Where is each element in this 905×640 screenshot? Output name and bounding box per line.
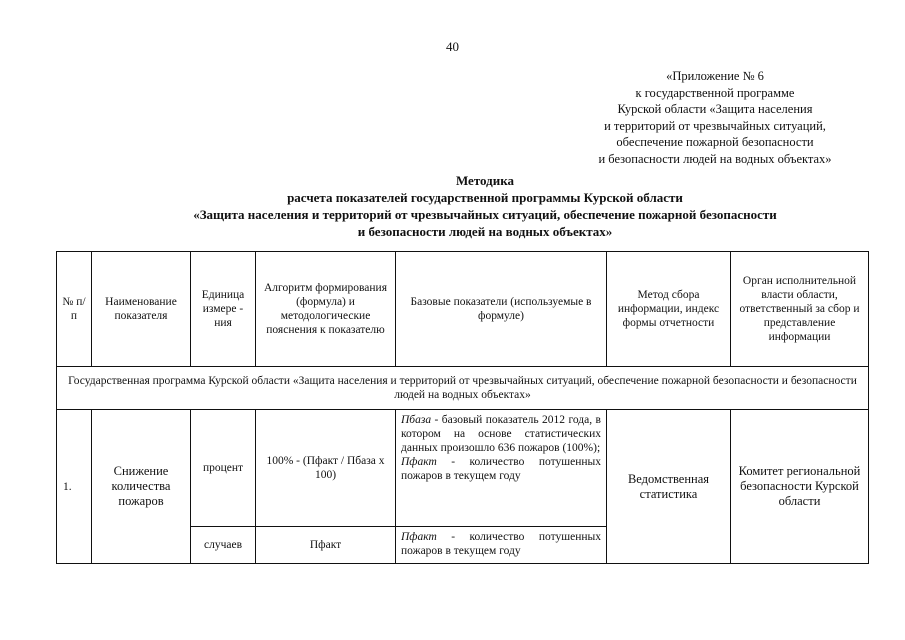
method-cell: Ведомственная статистика (607, 410, 731, 564)
header-base: Базовые показатели (используемые в формуле) (396, 252, 607, 367)
appendix-line: Курской области «Защита населения (617, 102, 813, 116)
title-line: расчета показателей государственной программы Курской области (287, 190, 683, 205)
base-term-desc: - количество потушенных пожаров в текущем году (401, 531, 601, 557)
base-term: Пфакт (401, 456, 437, 468)
authority-cell: Комитет региональной безопасности Курской области (731, 410, 869, 564)
base-indicators-cell (396, 410, 607, 527)
title-line: и безопасности людей на водных объектах» (357, 224, 613, 239)
header-algorithm: Алгоритм формирования (формула) и методологические пояснения к показателю (256, 252, 396, 367)
table-row (57, 410, 869, 527)
appendix-note (545, 68, 885, 167)
header-name: Наименование показателя (92, 252, 191, 367)
table-header-row (57, 252, 869, 367)
header-unit: Единица измере - ния (191, 252, 256, 367)
appendix-line: и безопасности людей на водных объектах» (598, 151, 832, 166)
indicators-table (56, 251, 869, 564)
base-term: Пфакт (401, 531, 437, 543)
program-title-cell: Государственная программа Курской области «Защита населения и территорий от чрезвычайных ситуаций, обеспечение пожарной безопасности и безопасности людей на водных объектах» (57, 367, 869, 410)
unit-cell: случаев (191, 527, 256, 564)
header-method: Метод сбора информации, индекс формы отчетности (607, 252, 731, 367)
base-term: Пбаза (401, 414, 432, 426)
title-line: «Защита населения и территорий от чрезвычайных ситуаций, обеспечение пожарной безопасности (193, 207, 777, 222)
appendix-line: «Приложение № 6 (666, 69, 764, 83)
formula-cell: Пфакт (256, 527, 396, 564)
base-term-desc: - базовый показатель 2012 года, в котором на основе статистических данных произошло 636 пожаров (100%); (401, 414, 601, 454)
unit-cell: процент (191, 410, 256, 527)
row-num: 1. (57, 410, 92, 564)
page-number: 40 (446, 39, 459, 54)
indicator-name: Снижение количества пожаров (92, 410, 191, 564)
document-title (60, 172, 905, 240)
base-indicators-cell (396, 527, 607, 564)
appendix-line: к государственной программе (635, 85, 795, 100)
program-row (57, 367, 869, 410)
title-line: Методика (455, 173, 515, 188)
header-num: № п/п (57, 252, 92, 367)
header-authority: Орган исполнительной власти области, ответственный за сбор и представление информации (731, 252, 869, 367)
appendix-line: обеспечение пожарной безопасности (616, 135, 814, 149)
base-term-desc: - количество потушенных пожаров в текущем году (401, 456, 601, 482)
formula-cell: 100% - (Пфакт / Пбаза х 100) (256, 410, 396, 527)
appendix-line: и территорий от чрезвычайных ситуаций, (604, 118, 826, 133)
